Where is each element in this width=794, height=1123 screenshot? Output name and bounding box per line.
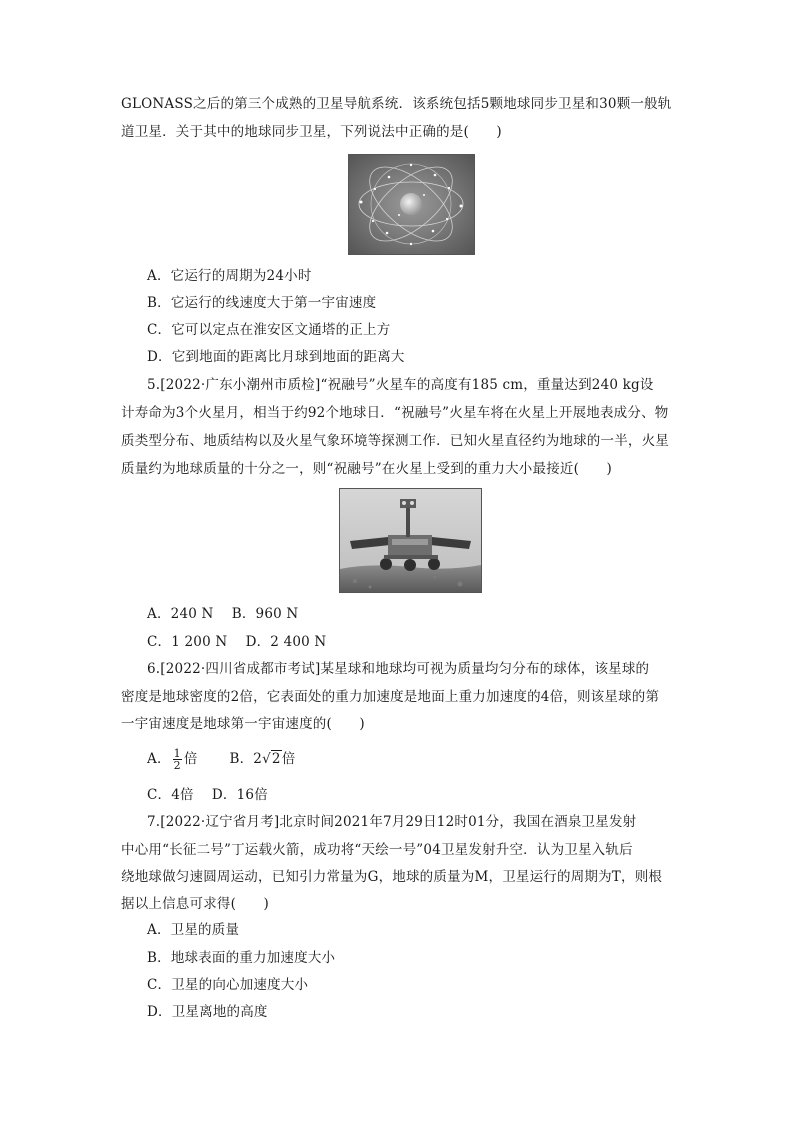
q7-stem-line3: 绕地球做匀速圆周运动，已知引力常量为G，地球的质量为M，卫星运行的周期为T，则根	[121, 869, 663, 885]
q7-option-a: A．卫星的质量	[147, 922, 240, 938]
q6-option-a-unit: 倍	[183, 751, 198, 767]
q6-options-row2: C．4倍 D．16倍	[147, 787, 268, 803]
q5-stem-line1: 5.[2022·广东小潮州市质检]“祝融号”火星车的高度有185 cm，重量达到240 kg设	[147, 377, 654, 393]
q6-stem-line1: 6.[2022·四川省成都市考试]某星球和地球均可视为质量均匀分布的球体，该星球的	[147, 661, 650, 677]
q4-stem-line2: 道卫星．关于其中的地球同步卫星，下列说法中正确的是( )	[121, 124, 502, 140]
satellite-orbit-figure	[348, 154, 475, 255]
q5-stem-line4: 质量约为地球质量的十分之一，则“祝融号”在火星上受到的重力大小最接近( )	[121, 461, 612, 477]
q6-option-b-unit: 倍	[281, 751, 296, 767]
q7-option-d: D．卫星离地的高度	[147, 1004, 268, 1020]
q4-option-c: C．它可以定点在淮安区文通塔的正上方	[147, 322, 391, 338]
q6-option-a-fraction	[173, 748, 182, 771]
q5-options-row2: C．1 200 N D．2 400 N	[147, 634, 327, 650]
q4-option-b: B．它运行的线速度大于第一宇宙速度	[147, 295, 377, 311]
q5-stem-line3: 质类型分布、地质结构以及火星气象环境等探测工作．已知火星直径约为地球的一半，火星	[121, 433, 669, 449]
q7-stem-line1: 7.[2022·辽宁省月考]北京时间2021年7月29日12时01分，我国在酒泉卫星发射	[147, 814, 637, 830]
q4-option-d: D．它到地面的距离比月球到地面的距离大	[147, 349, 405, 365]
q6-option-a-denominator: 2	[173, 759, 181, 772]
q6-option-b-radicand: 2	[271, 751, 281, 767]
q7-option-b: B．地球表面的重力加速度大小	[147, 950, 336, 966]
q6-stem-line3: 一宇宙速度是地球第一宇宙速度的( )	[121, 716, 365, 732]
q6-options-row1	[147, 747, 295, 771]
q6-stem-line2: 密度是地球密度的2倍，它表面处的重力加速度是地面上重力加速度的4倍，则该星球的第	[121, 689, 660, 705]
mars-rover-figure	[339, 488, 482, 593]
q6-option-b-label: B．2	[229, 751, 263, 767]
q7-stem-line2: 中心用“长征二号”丁运载火箭，成功将“天绘一号”04卫星发射升空．认为卫星入轨后	[121, 842, 633, 858]
q5-stem-line2: 计寿命为3个火星月，相当于约92个地球日．“祝融号”火星车将在火星上开展地表成分、物	[121, 405, 669, 421]
q6-option-a-numerator: 1	[173, 747, 181, 760]
q6-option-a-label: A．	[147, 751, 171, 767]
q7-stem-line4: 据以上信息可求得( )	[121, 896, 269, 912]
q5-options-row1: A．240 N B．960 N	[147, 606, 299, 622]
q4-stem-line1: GLONASS之后的第三个成熟的卫星导航系统．该系统包括5颗地球同步卫星和30颗一般轨	[121, 96, 672, 112]
q7-option-c: C．卫星的向心加速度大小	[147, 977, 309, 993]
q4-option-a: A．它运行的周期为24小时	[147, 268, 312, 284]
q6-option-b-sqrt: √2	[262, 751, 281, 767]
